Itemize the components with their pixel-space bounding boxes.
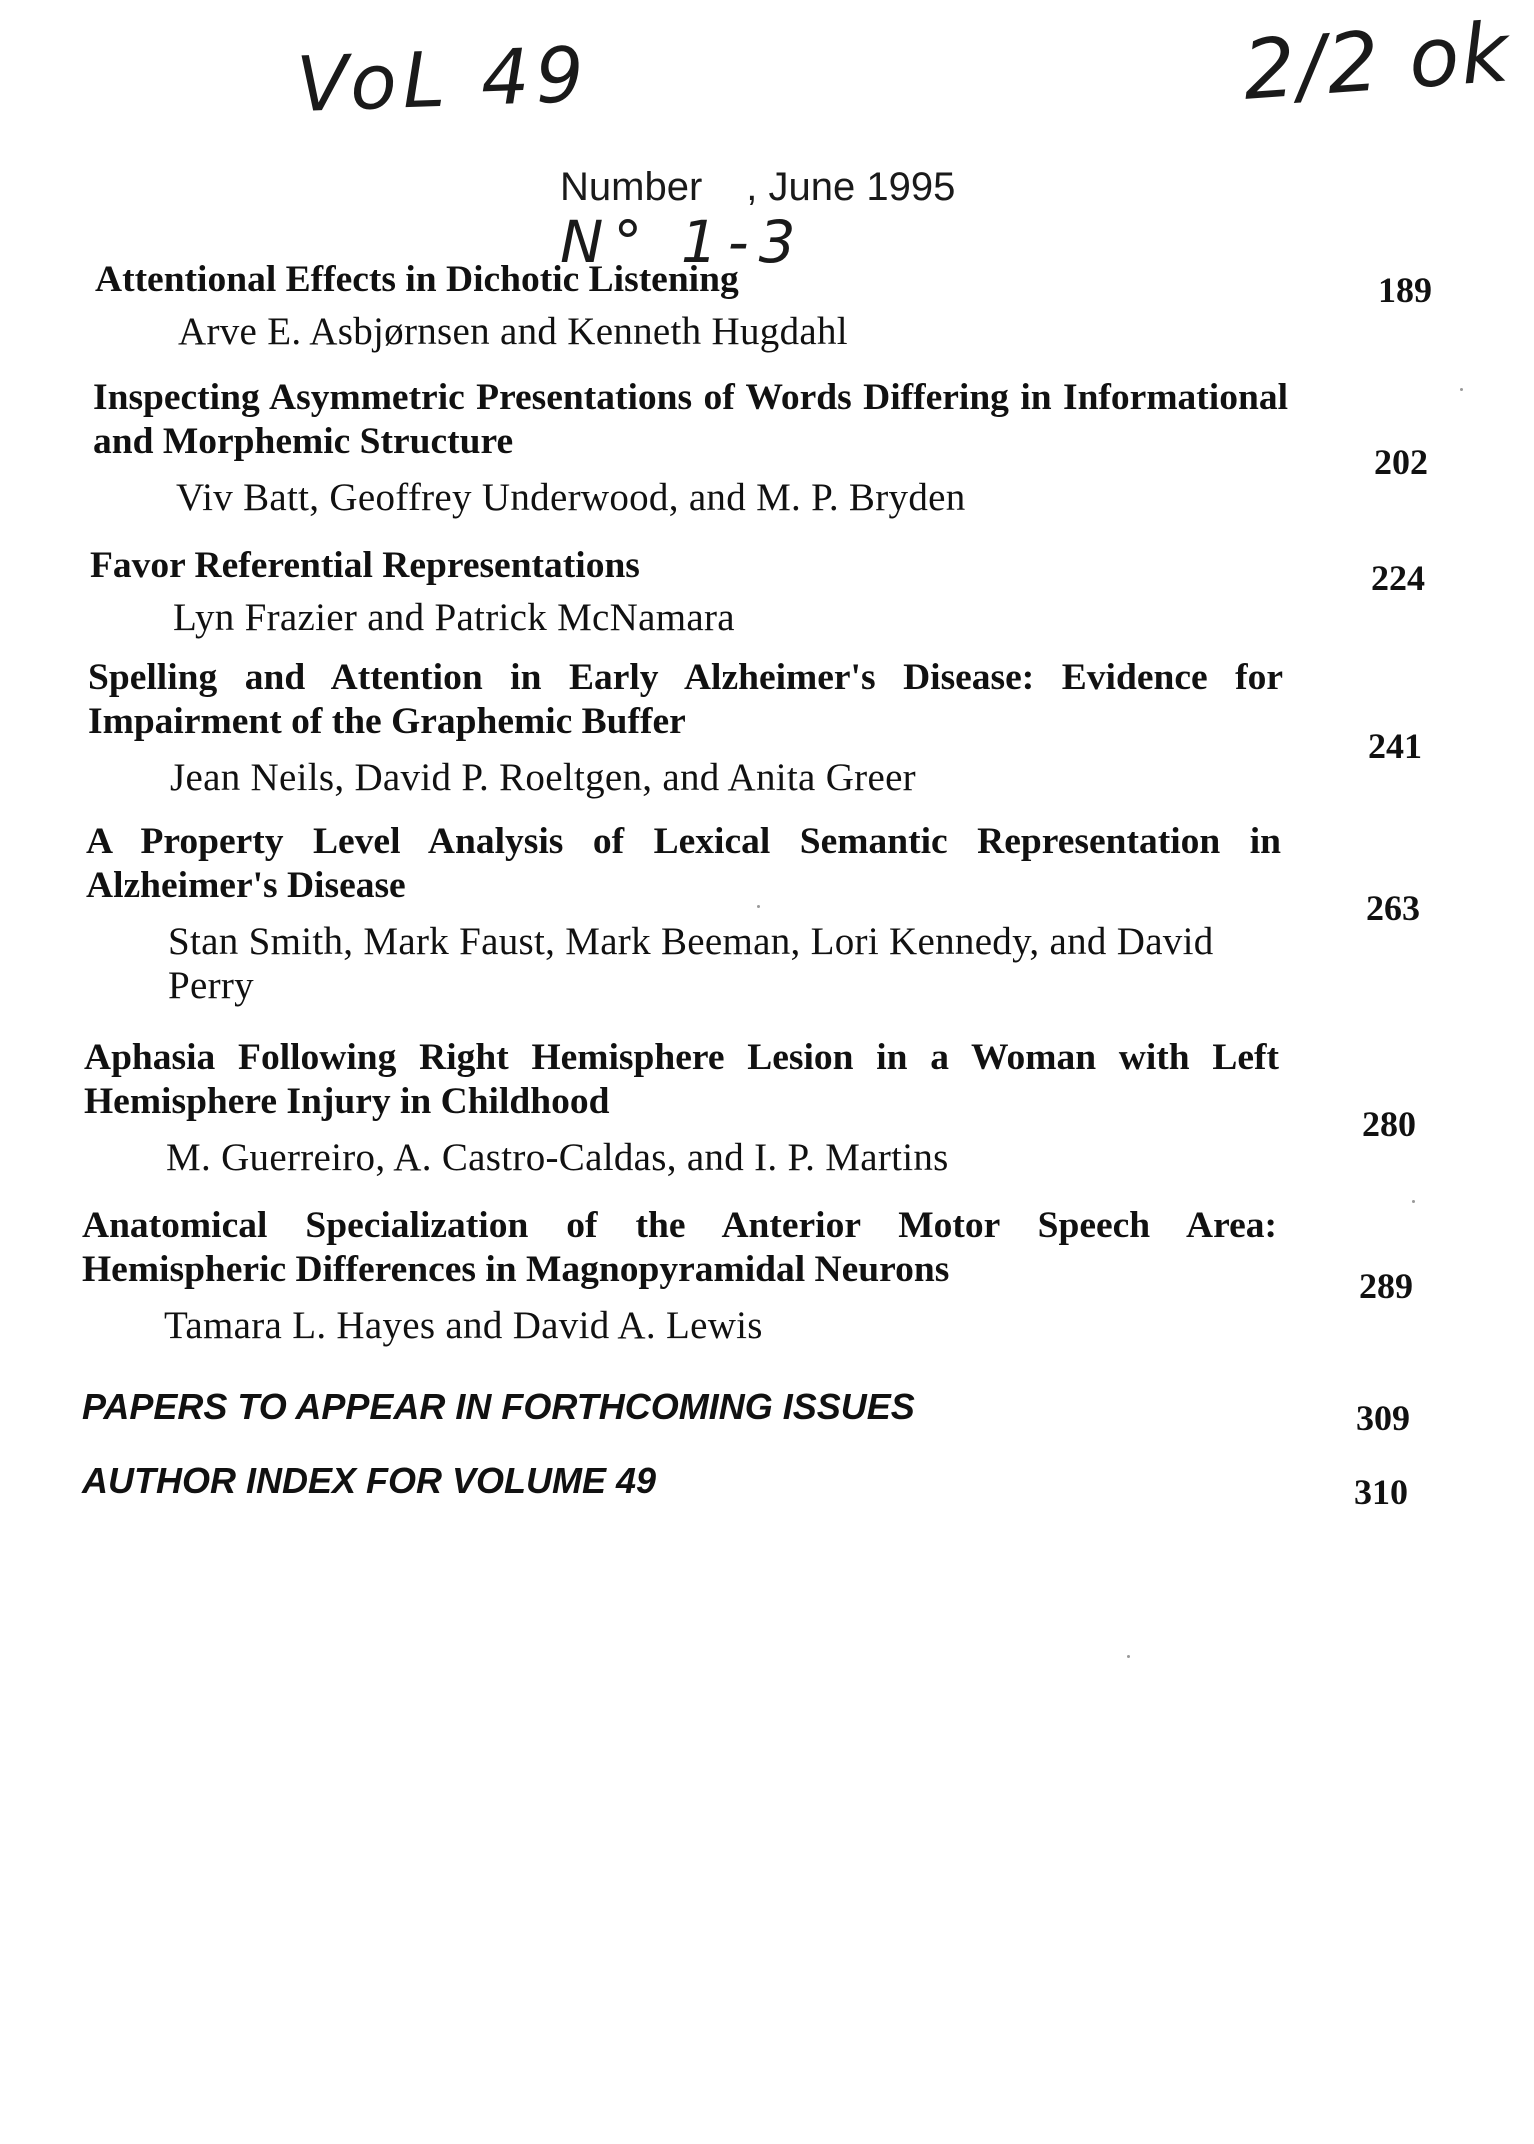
toc-entry [0, 1204, 1534, 1347]
scan-speck [1460, 388, 1463, 391]
article-page: 224 [1371, 558, 1425, 598]
scan-speck [1127, 1655, 1130, 1658]
article-authors: M. Guerreiro, A. Castro-Caldas, and I. P. Martins [166, 1136, 949, 1179]
article-title: Attentional Effects in Dichotic Listening [95, 259, 739, 300]
article-authors: Jean Neils, David P. Roeltgen, and Anita Greer [170, 756, 916, 799]
toc-entry [0, 1036, 1534, 1179]
article-page: 263 [1366, 888, 1420, 928]
article-title: A Property Level Analysis of Lexical Semantic Representation in Alzheimer's Disease [86, 821, 1281, 906]
article-authors: Stan Smith, Mark Faust, Mark Beeman, Lori Kennedy, and David Perry [168, 920, 1214, 1007]
handwritten-check-note: 2/2 ok [1240, 5, 1514, 119]
scan-speck [1412, 1200, 1415, 1203]
issue-number-label: Number [560, 165, 703, 209]
article-authors: Tamara L. Hayes and David A. Lewis [164, 1304, 763, 1347]
article-authors: Viv Batt, Geoffrey Underwood, and M. P. Bryden [176, 476, 966, 519]
handwritten-volume-note: VoL 49 [295, 29, 592, 129]
toc-entry [0, 656, 1534, 799]
article-authors: Arve E. Asbjørnsen and Kenneth Hugdahl [178, 310, 848, 353]
forthcoming-papers-heading: PAPERS TO APPEAR IN FORTHCOMING ISSUES [82, 1386, 915, 1427]
article-authors: Lyn Frazier and Patrick McNamara [173, 596, 735, 639]
author-index-heading: AUTHOR INDEX FOR VOLUME 49 [82, 1460, 657, 1501]
article-page: 280 [1362, 1104, 1416, 1144]
article-title: Favor Referential Representations [90, 545, 640, 586]
article-title: Inspecting Asymmetric Presentations of Words Differing in Informational and Morphemic Structure [93, 377, 1288, 462]
handwritten-numbers-note: N° 1-3 [560, 208, 806, 276]
toc-entry [0, 820, 1534, 1007]
article-page: 289 [1359, 1266, 1413, 1306]
article-page: 241 [1368, 726, 1422, 766]
article-page: 202 [1374, 442, 1428, 482]
article-title: Anatomical Specialization of the Anterior Motor Speech Area: Hemispheric Differences in Magnopyramidal Neurons [82, 1205, 1277, 1290]
scan-speck [757, 905, 760, 908]
article-title: Aphasia Following Right Hemisphere Lesion in a Woman with Left Hemisphere Injury in Childhood [84, 1037, 1279, 1122]
article-title: Spelling and Attention in Early Alzheimer's Disease: Evidence for Impairment of the Graphemic Buffer [88, 657, 1283, 742]
author-index-page: 310 [1354, 1472, 1408, 1512]
issue-date: , June 1995 [746, 165, 956, 209]
article-page: 189 [1378, 270, 1432, 310]
toc-entry [0, 376, 1534, 519]
forthcoming-papers-page: 309 [1356, 1398, 1410, 1438]
issue-line [560, 165, 955, 210]
